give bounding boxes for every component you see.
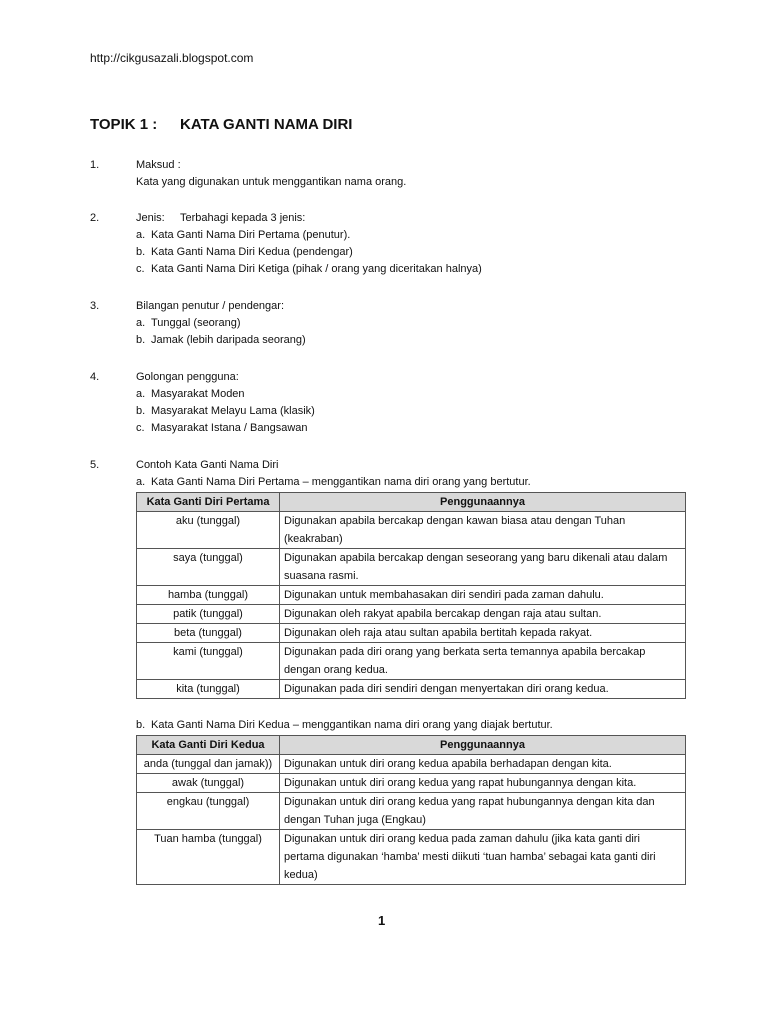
table-cell: Digunakan untuk diri orang kedua yang rapat hubungannya dengan kita dan dengan Tuhan juga (Engkau) [280, 793, 686, 830]
table-row [137, 774, 686, 793]
table-cell: Tuan hamba (tunggal) [137, 830, 280, 885]
list-letter: a. [136, 317, 146, 329]
section-title: Bilangan penutur / pendengar: [136, 300, 285, 312]
table-kata-ganti-kedua [136, 735, 686, 885]
table-header-row [137, 493, 686, 512]
blog-url: http://cikgusazali.blogspot.com [90, 51, 254, 65]
list-letter: a. [136, 476, 146, 488]
topic-title: KATA GANTI NAMA DIRI [180, 116, 353, 133]
table-row [137, 830, 686, 885]
page-number: 1 [378, 913, 386, 928]
column-header: Penggunaannya [280, 736, 686, 755]
topic-heading [90, 115, 352, 135]
list-item [136, 244, 696, 261]
list-item [136, 315, 696, 332]
section-number: 3. [90, 300, 100, 312]
table-row [137, 755, 686, 774]
list-item [136, 386, 696, 403]
list-letter: b. [136, 719, 146, 731]
table-row [137, 643, 686, 680]
list-letter: b. [136, 405, 146, 417]
table-cell: engkau (tunggal) [137, 793, 280, 830]
table-cell: Digunakan pada diri sendiri dengan menyertakan diri orang kedua. [280, 680, 686, 699]
table-a-caption [136, 474, 531, 491]
table-cell: Digunakan oleh rakyat apabila bercakap dengan raja atau sultan. [280, 605, 686, 624]
table-cell: Digunakan untuk diri orang kedua pada zaman dahulu (jika kata ganti diri pertama digunakan ‘hamba’ mesti diikuti ‘tuan hamba’ sebagai kata ganti diri kedua) [280, 830, 686, 885]
table-cell: Digunakan apabila bercakap dengan seseorang yang baru dikenali atau dalam suasana rasmi. [280, 549, 686, 586]
section-label: Jenis: [136, 212, 165, 224]
section-number: 5. [90, 459, 100, 471]
list-text: Kata Ganti Nama Diri Ketiga (pihak / orang yang diceritakan halnya) [151, 263, 482, 275]
table-cell: beta (tunggal) [137, 624, 280, 643]
table-cell: Digunakan untuk diri orang kedua yang rapat hubungannya dengan kita. [280, 774, 686, 793]
table-cell: saya (tunggal) [137, 549, 280, 586]
table-cell: Digunakan untuk diri orang kedua apabila berhadapan dengan kita. [280, 755, 686, 774]
column-header: Kata Ganti Diri Pertama [137, 493, 280, 512]
table-cell: aku (tunggal) [137, 512, 280, 549]
list-text: Jamak (lebih daripada seorang) [151, 334, 306, 346]
table-row [137, 605, 686, 624]
list-item [136, 403, 696, 420]
list-text: Tunggal (seorang) [151, 317, 241, 329]
column-header: Penggunaannya [280, 493, 686, 512]
table-cell: Digunakan untuk membahasakan diri sendiri pada zaman dahulu. [280, 586, 686, 605]
table-cell: hamba (tunggal) [137, 586, 280, 605]
topic-number: TOPIK 1 : [90, 116, 158, 133]
section-number: 4. [90, 371, 100, 383]
list-letter: c. [136, 422, 145, 434]
list-letter: b. [136, 334, 146, 346]
table-cell: anda (tunggal dan jamak)) [137, 755, 280, 774]
list-letter: a. [136, 229, 146, 241]
table-cell: kami (tunggal) [137, 643, 280, 680]
table-cell: Digunakan oleh raja atau sultan apabila bertitah kepada rakyat. [280, 624, 686, 643]
section-title: Terbahagi kepada 3 jenis: [180, 212, 306, 224]
caption-text: Kata Ganti Nama Diri Kedua – menggantikan nama diri orang yang diajak bertutur. [151, 719, 553, 731]
table-row [137, 680, 686, 699]
table-row [137, 512, 686, 549]
list-text: Kata Ganti Nama Diri Kedua (pendengar) [151, 246, 353, 258]
table-cell: Digunakan apabila bercakap dengan kawan biasa atau dengan Tuhan (keakraban) [280, 512, 686, 549]
section-number: 2. [90, 212, 100, 224]
section-number: 1. [90, 159, 100, 171]
caption-text: Kata Ganti Nama Diri Pertama – menggantikan nama diri orang yang bertutur. [151, 476, 531, 488]
table-b-caption [136, 717, 553, 734]
list-item [136, 332, 696, 349]
table-row [137, 624, 686, 643]
table-row [137, 586, 686, 605]
table-cell: patik (tunggal) [137, 605, 280, 624]
section-title: Golongan pengguna: [136, 371, 239, 383]
section-title: Contoh Kata Ganti Nama Diri [136, 459, 279, 471]
table-row [137, 793, 686, 830]
list-letter: a. [136, 388, 146, 400]
list-item [136, 227, 696, 244]
list-letter: b. [136, 246, 146, 258]
table-header-row [137, 736, 686, 755]
table-kata-ganti-pertama [136, 492, 686, 699]
table-cell: awak (tunggal) [137, 774, 280, 793]
list-item [136, 420, 696, 437]
table-cell: kita (tunggal) [137, 680, 280, 699]
column-header: Kata Ganti Diri Kedua [137, 736, 280, 755]
list-text: Masyarakat Melayu Lama (klasik) [151, 405, 315, 417]
section-text: Kata yang digunakan untuk menggantikan nama orang. [136, 176, 407, 188]
table-row [137, 549, 686, 586]
table-cell: Digunakan pada diri orang yang berkata serta temannya apabila bercakap dengan orang kedua. [280, 643, 686, 680]
list-item [136, 261, 696, 278]
section-title: Maksud : [136, 159, 181, 171]
list-text: Kata Ganti Nama Diri Pertama (penutur). [151, 229, 351, 241]
list-text: Masyarakat Moden [151, 388, 245, 400]
list-letter: c. [136, 263, 145, 275]
list-text: Masyarakat Istana / Bangsawan [151, 422, 308, 434]
